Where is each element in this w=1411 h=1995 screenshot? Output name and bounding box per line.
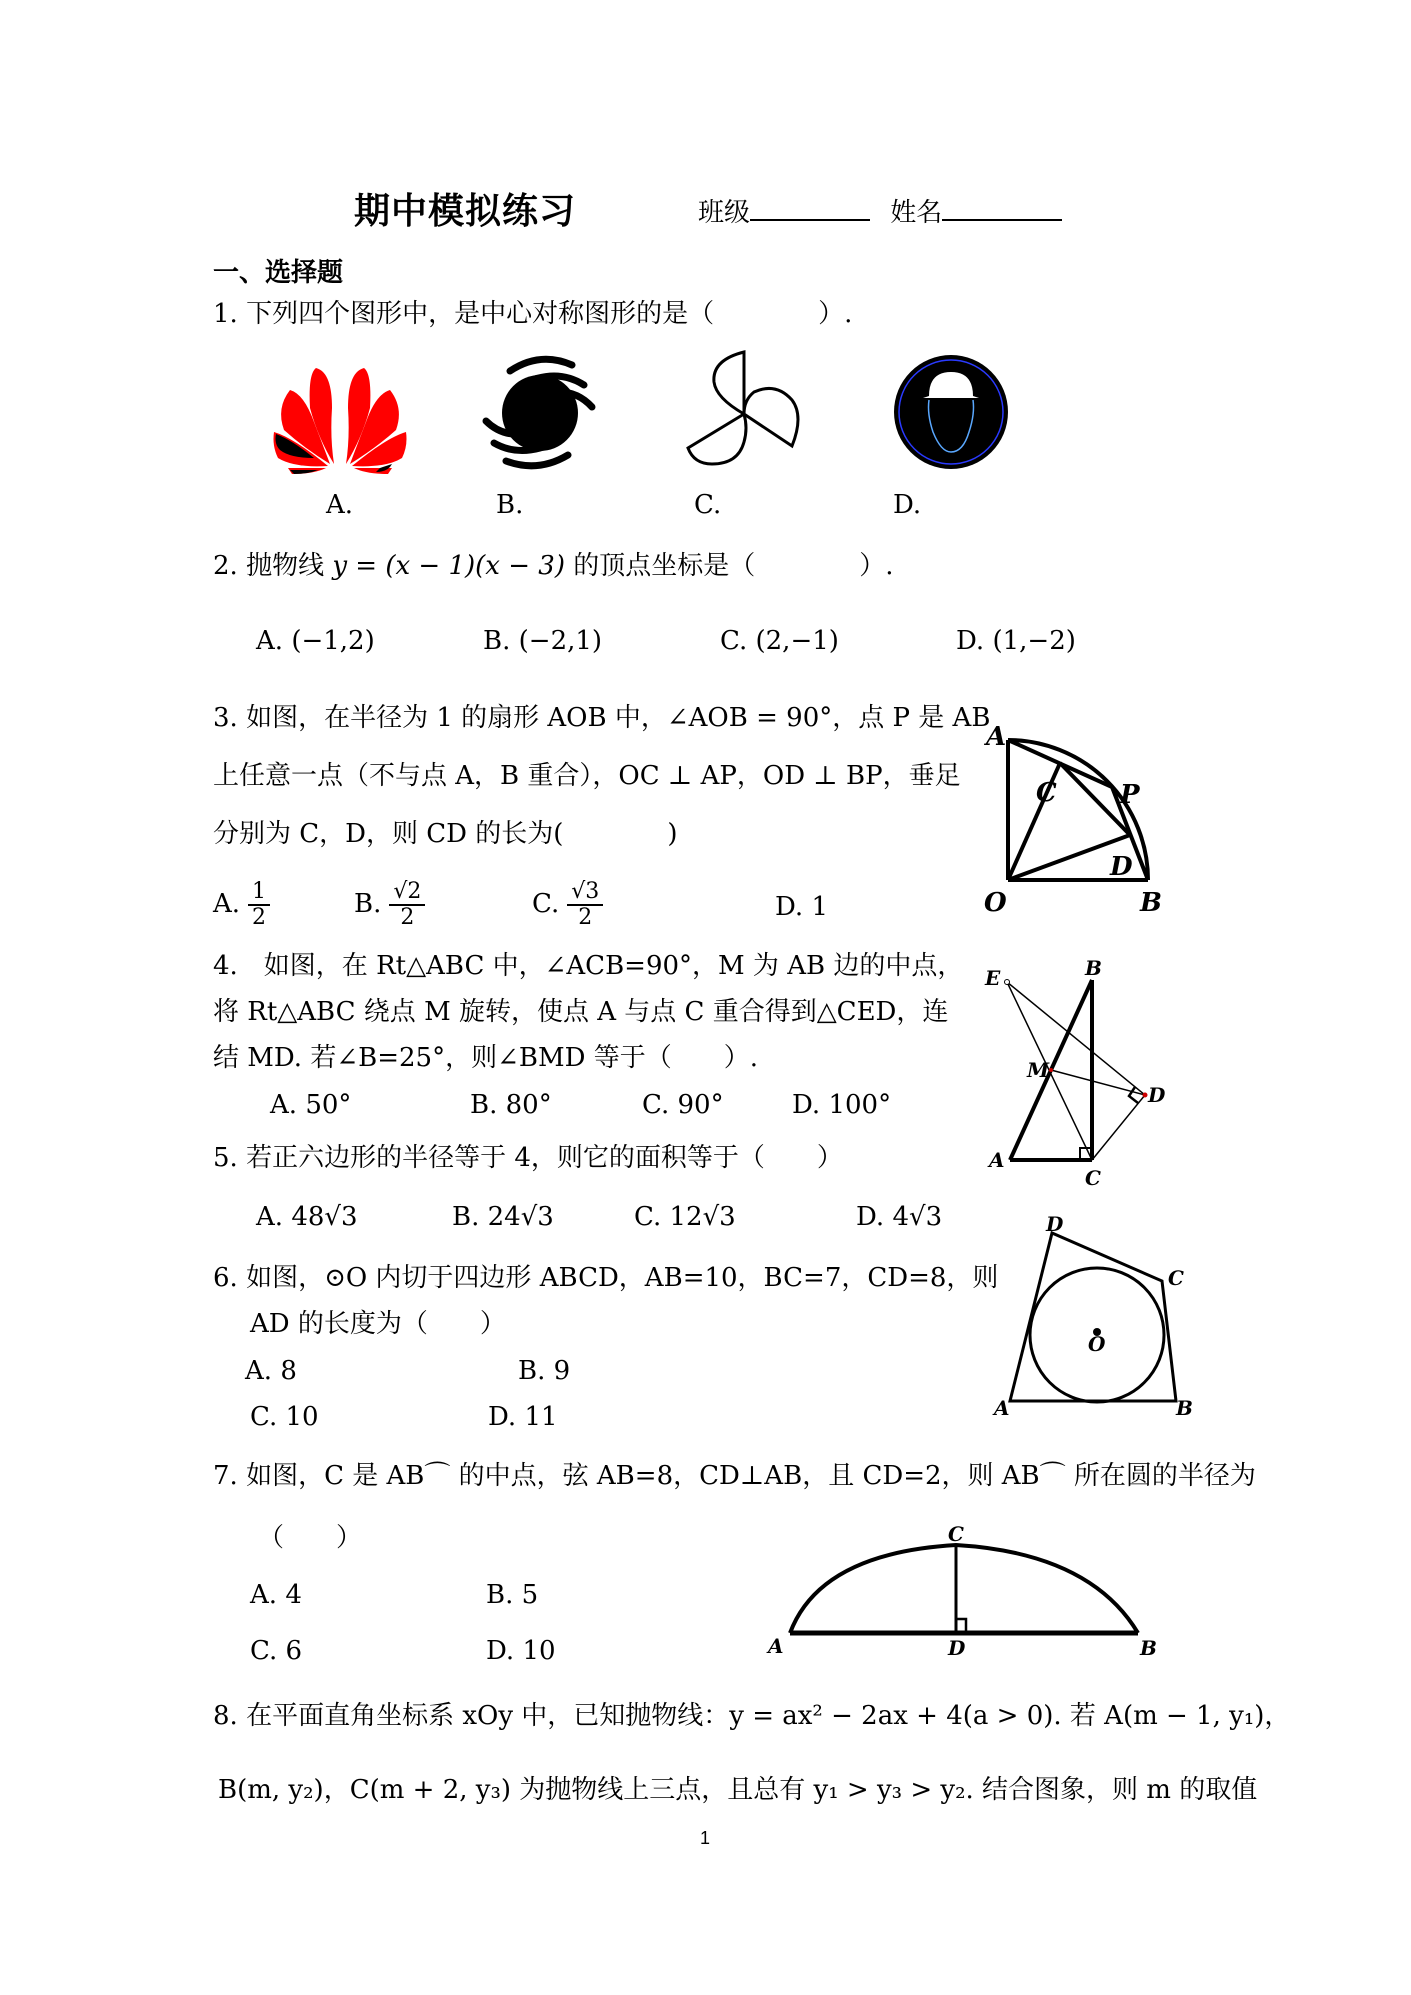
point-d	[1143, 1093, 1148, 1098]
name-blank[interactable]	[942, 193, 1062, 221]
point-m	[1049, 1068, 1053, 1072]
q5-option-b[interactable]	[452, 1202, 554, 1232]
q7-arc-diagram	[760, 1522, 1160, 1660]
class-label: 班级	[698, 198, 751, 228]
denominator: 2	[578, 905, 593, 930]
label-p: P	[1120, 780, 1140, 810]
page-title: 期中模拟练习	[354, 191, 577, 232]
q4-option-a[interactable]	[270, 1090, 351, 1120]
option-label: A.	[256, 1202, 284, 1232]
label-b: B	[1140, 1636, 1157, 1660]
option-label: C.	[250, 1636, 278, 1666]
option-value: (−1,2)	[291, 626, 375, 656]
label-b: B	[1140, 888, 1162, 918]
label-c: C	[1168, 1266, 1184, 1290]
label-d: D	[1148, 1083, 1166, 1107]
fan-blade	[744, 388, 798, 446]
q6-option-c[interactable]	[250, 1402, 319, 1432]
denominator: 2	[400, 905, 415, 930]
q6-option-b[interactable]	[518, 1356, 570, 1386]
option-label: B.	[486, 1580, 514, 1610]
option-value: 9	[553, 1356, 571, 1386]
q1-figure-c-label: C.	[694, 490, 722, 520]
option-label: B.	[483, 626, 511, 656]
q5-stem: 5. 若正六边形的半径等于 4，则它的面积等于（ ）	[213, 1143, 843, 1173]
q7-line-1: 7. 如图，C 是 AB⌒ 的中点，弦 AB=8，CD⊥AB，且 CD=2，则 AB⌒ 所在圆的半径为	[213, 1461, 1256, 1491]
q7-option-b[interactable]	[486, 1580, 538, 1610]
fraction	[389, 880, 425, 930]
q2-option-b[interactable]	[483, 626, 602, 656]
q6-incircle-diagram	[990, 1212, 1200, 1420]
q2-stem	[213, 550, 894, 582]
right-angle-d	[1129, 1087, 1138, 1103]
q7-option-a[interactable]	[250, 1580, 302, 1610]
option-label: C.	[642, 1090, 670, 1120]
q6-option-a[interactable]	[245, 1356, 297, 1386]
swirl-logo-icon	[480, 355, 598, 470]
option-label: D.	[775, 892, 804, 922]
class-field	[698, 192, 1062, 229]
option-value: 4	[285, 1580, 302, 1610]
label-o: O	[984, 888, 1007, 918]
q3-option-a[interactable]	[213, 880, 270, 930]
option-label: D.	[488, 1402, 517, 1432]
point-e	[1005, 980, 1010, 985]
q1-figure-b-label: B.	[496, 490, 524, 520]
option-value: 10	[522, 1636, 556, 1666]
option-value: 1	[811, 892, 828, 922]
option-value: 6	[285, 1636, 303, 1666]
option-label: A.	[270, 1090, 298, 1120]
option-label: D.	[856, 1202, 885, 1232]
denominator: 2	[252, 905, 267, 930]
q7-option-d[interactable]	[486, 1636, 556, 1666]
label-d: D	[1046, 1212, 1064, 1236]
q4-option-b[interactable]	[470, 1090, 552, 1120]
option-label: C.	[720, 626, 748, 656]
option-value: 90°	[677, 1090, 724, 1120]
q6-option-d[interactable]	[488, 1402, 558, 1432]
q8-line-1: 8. 在平面直角坐标系 xOy 中，已知抛物线：y = ax² − 2ax + 4(a > 0). 若 A(m − 1, y₁)，	[213, 1701, 1291, 1731]
option-value: 12√3	[669, 1202, 736, 1232]
page-number: 1	[700, 1828, 711, 1848]
q1-figure-a-label: A.	[326, 490, 354, 520]
option-label: B.	[452, 1202, 480, 1232]
label-b: B	[1085, 956, 1102, 980]
q1-stem: 1. 下列四个图形中，是中心对称图形的是（ ）.	[213, 299, 853, 329]
label-a: A	[768, 1634, 784, 1658]
label-m: M	[1027, 1058, 1050, 1082]
q3-line-3: 分别为 C，D，则 CD 的长为( )	[213, 819, 678, 849]
q6-line-2: AD 的长度为（ ）	[250, 1309, 506, 1339]
hard-hat-sign-icon	[893, 354, 1009, 470]
fraction	[567, 880, 603, 930]
swirl-core	[502, 375, 578, 451]
option-label: B.	[518, 1356, 546, 1386]
fan-blade	[714, 352, 744, 414]
q4-triangle-diagram	[985, 955, 1166, 1190]
option-value: 11	[524, 1402, 558, 1432]
option-value: (2,−1)	[755, 626, 839, 656]
option-label: A.	[256, 626, 284, 656]
label-b: B	[1176, 1396, 1193, 1420]
q2-stem-suffix: 的顶点坐标是（ ）.	[564, 551, 894, 581]
label-a: A	[986, 722, 1007, 752]
option-label: A.	[250, 1580, 278, 1610]
petal-logo-icon	[274, 368, 406, 474]
q7-option-c[interactable]	[250, 1636, 302, 1666]
label-d: D	[1110, 852, 1133, 882]
q3-option-d[interactable]	[775, 892, 828, 922]
label-a: A	[994, 1396, 1010, 1420]
option-value: 24√3	[487, 1202, 554, 1232]
class-blank[interactable]	[750, 193, 870, 221]
numerator: 1	[248, 880, 270, 906]
q3-sector-diagram	[980, 715, 1170, 918]
label-e: E	[985, 966, 1001, 990]
three-blade-fan-icon	[688, 352, 804, 468]
option-label: D.	[486, 1636, 515, 1666]
q2-option-c[interactable]	[720, 626, 839, 656]
q3-line-2: 上任意一点（不与点 A，B 重合），OC ⊥ AP，OD ⊥ BP，垂足	[213, 761, 961, 791]
option-label: C.	[634, 1202, 662, 1232]
q2-option-d[interactable]	[956, 626, 1076, 656]
q3-line-1: 3. 如图，在半径为 1 的扇形 AOB 中，∠AOB = 90°，点 P 是 AB	[213, 703, 991, 733]
q6-line-1: 6. 如图，⊙O 内切于四边形 ABCD，AB=10，BC=7，CD=8，则	[213, 1263, 999, 1293]
q5-option-a[interactable]	[256, 1202, 358, 1232]
option-value: 8	[280, 1356, 297, 1386]
label-a: A	[989, 1148, 1005, 1172]
option-value: 48√3	[291, 1202, 358, 1232]
q2-formula: y = (x − 1)(x − 3)	[332, 551, 565, 581]
swirl-arm	[510, 359, 572, 371]
q7-line-2: （ ）	[258, 1523, 363, 1553]
q8-line-2: B(m, y₂)，C(m + 2, y₃) 为抛物线上三点，且总有 y₁ > y₃ > y₂. 结合图象，则 m 的取值	[218, 1775, 1258, 1805]
option-label: A.	[213, 889, 241, 919]
q2-option-a[interactable]	[256, 626, 375, 656]
q2-stem-prefix: 2. 抛物线	[213, 551, 333, 581]
option-value: 50°	[305, 1090, 352, 1120]
option-value: (−2,1)	[518, 626, 603, 656]
segment-cd	[1092, 1095, 1145, 1160]
option-value: 10	[285, 1402, 319, 1432]
q4-option-c[interactable]	[642, 1090, 724, 1120]
option-label: A.	[245, 1356, 273, 1386]
q4-option-d[interactable]	[792, 1090, 891, 1120]
option-value: 5	[521, 1580, 539, 1610]
q1-figure-d-label: D.	[893, 490, 922, 520]
option-value: 100°	[828, 1090, 892, 1120]
q3-option-c[interactable]	[532, 880, 603, 930]
option-label: B.	[354, 889, 382, 919]
option-label: C.	[532, 889, 560, 919]
swirl-arm	[506, 455, 568, 466]
q4-line-1: 4. 如图，在 Rt△ABC 中，∠ACB=90°，M 为 AB 边的中点，	[213, 951, 964, 981]
option-label: C.	[250, 1402, 278, 1432]
label-c: C	[948, 1522, 964, 1546]
q3-option-b[interactable]	[354, 880, 425, 930]
q5-option-d[interactable]	[856, 1202, 942, 1232]
fraction	[248, 880, 270, 930]
numerator: √2	[389, 880, 425, 906]
section-title: 一、选择题	[213, 258, 344, 288]
name-label: 姓名	[890, 198, 943, 228]
label-d: D	[948, 1636, 966, 1660]
q4-line-2: 将 Rt△ABC 绕点 M 旋转，使点 A 与点 C 重合得到△CED，连	[213, 997, 949, 1027]
label-c: C	[1036, 778, 1057, 808]
fan-blade	[688, 414, 746, 464]
option-label: D.	[956, 626, 985, 656]
option-label: D.	[792, 1090, 821, 1120]
q4-line-3: 结 MD. 若∠B=25°，则∠BMD 等于（ ）.	[213, 1043, 758, 1073]
option-value: 80°	[505, 1090, 552, 1120]
option-value: (1,−2)	[992, 626, 1076, 656]
q5-option-c[interactable]	[634, 1202, 736, 1232]
option-value: 4√3	[892, 1202, 943, 1232]
label-o: O	[1088, 1332, 1106, 1356]
numerator: √3	[567, 880, 603, 906]
option-label: B.	[470, 1090, 498, 1120]
label-c: C	[1085, 1166, 1101, 1190]
